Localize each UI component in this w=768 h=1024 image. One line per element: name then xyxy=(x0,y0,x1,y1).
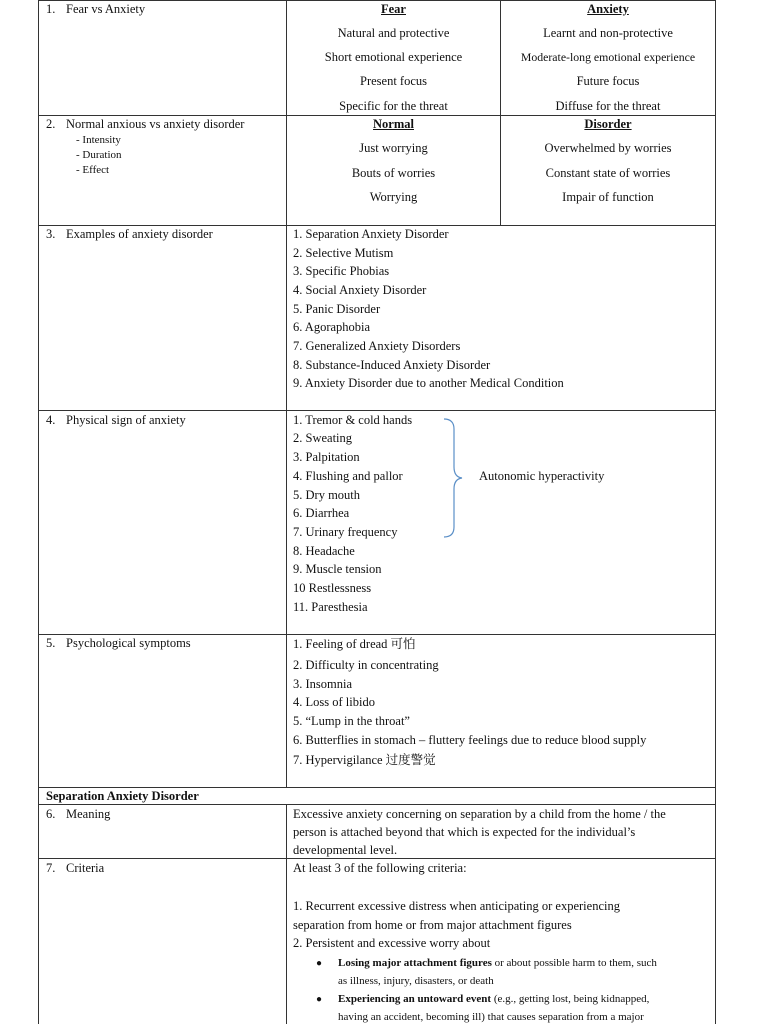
column-divider xyxy=(286,804,287,1024)
anxiety-cell: Diffuse for the threat xyxy=(555,99,661,113)
row-label: Normal anxious vs anxiety disorder xyxy=(66,117,245,131)
normal-header: Normal xyxy=(373,117,414,131)
list-item: 7. Hypervigilance 过度警觉 xyxy=(293,753,436,767)
fear-cell: Short emotional experience xyxy=(324,50,463,64)
row-label: Examples of anxiety disorder xyxy=(66,227,213,241)
criteria-line: 2. Persistent and excessive worry about xyxy=(293,936,491,950)
row-label: Meaning xyxy=(66,807,111,821)
list-item: 3. Specific Phobias xyxy=(293,264,390,278)
paragraph-line: person is attached beyond that which is expected for the individual’s xyxy=(293,825,636,839)
list-item: 2. Selective Mutism xyxy=(293,246,394,260)
row-number: 6. xyxy=(46,807,56,821)
list-item: 3. Insomnia xyxy=(293,677,353,691)
bullet-item xyxy=(338,992,649,1006)
row-label: Physical sign of anxiety xyxy=(66,413,186,427)
bullet-item xyxy=(338,956,657,970)
list-item: 9. Anxiety Disorder due to another Medical Condition xyxy=(293,376,564,390)
paragraph-line: developmental level. xyxy=(293,843,398,857)
list-item: 4. Flushing and pallor xyxy=(293,469,403,483)
anxiety-cell: Future focus xyxy=(576,74,640,88)
bullet-line: as illness, injury, disasters, or death xyxy=(338,975,494,987)
row-label: Psychological symptoms xyxy=(66,636,191,650)
bullet-bold-text: Experiencing an untoward event xyxy=(338,993,492,1005)
list-item: 1. Feeling of dread 可怕 xyxy=(293,637,416,651)
list-item: 6. Diarrhea xyxy=(293,506,350,520)
row-number: 3. xyxy=(46,227,56,241)
brace-label: Autonomic hyperactivity xyxy=(479,469,605,483)
list-item: 11. Paresthesia xyxy=(293,600,368,614)
row-number: 2. xyxy=(46,117,56,131)
row-number: 5. xyxy=(46,636,56,650)
bullet-bold-text: Losing major attachment figures xyxy=(338,957,492,969)
anxiety-cell: Learnt and non-protective xyxy=(543,26,673,40)
section-title: Separation Anxiety Disorder xyxy=(46,789,199,803)
list-item: 7. Generalized Anxiety Disorders xyxy=(293,339,461,353)
row-label: Fear vs Anxiety xyxy=(66,2,146,16)
disorder-cell: Constant state of worries xyxy=(545,166,671,180)
list-item: 7. Urinary frequency xyxy=(293,525,398,539)
criteria-line: separation from home or from major attachment figures xyxy=(293,918,572,932)
row-number: 7. xyxy=(46,861,56,875)
criteria-intro: At least 3 of the following criteria: xyxy=(293,861,467,875)
bullet-text: or about possible harm to them, such xyxy=(491,957,657,969)
curly-brace-icon xyxy=(440,417,470,539)
fear-header: Fear xyxy=(381,2,406,16)
fear-cell: Present focus xyxy=(360,74,427,88)
fear-cell: Specific for the threat xyxy=(339,99,448,113)
list-item: 5. Panic Disorder xyxy=(293,302,381,316)
list-item: 9. Muscle tension xyxy=(293,562,382,576)
list-item: 8. Headache xyxy=(293,544,355,558)
list-item: 5. “Lump in the throat” xyxy=(293,714,410,728)
anxiety-header: Anxiety xyxy=(587,2,629,16)
bullet-line: having an accident, becoming ill) that causes separation from a major xyxy=(338,1011,644,1023)
list-item: 10 Restlessness xyxy=(293,581,372,595)
list-item: 1. Tremor & cold hands xyxy=(293,413,413,427)
list-item: 1. Separation Anxiety Disorder xyxy=(293,227,449,241)
list-item: 2. Sweating xyxy=(293,431,353,445)
disorder-cell: Impair of function xyxy=(562,190,654,204)
table-border-left xyxy=(38,0,39,1024)
list-item: 3. Palpitation xyxy=(293,450,360,464)
normal-cell: Bouts of worries xyxy=(351,166,436,180)
bullet-icon: ● xyxy=(316,958,323,969)
normal-cell: Just worrying xyxy=(359,141,428,155)
disorder-cell: Overwhelmed by worries xyxy=(544,141,672,155)
sub-label: - Intensity xyxy=(76,134,121,146)
bullet-icon: ● xyxy=(316,994,323,1005)
list-item: 6. Butterflies in stomach – fluttery feelings due to reduce blood supply xyxy=(293,733,647,747)
table-border-right xyxy=(715,0,716,1024)
sub-label: - Duration xyxy=(76,149,122,161)
list-item: 8. Substance-Induced Anxiety Disorder xyxy=(293,358,491,372)
sub-label: - Effect xyxy=(76,164,110,176)
normal-cell: Worrying xyxy=(369,190,418,204)
paragraph-line: Excessive anxiety concerning on separation by a child from the home / the xyxy=(293,807,666,821)
row-number: 1. xyxy=(46,2,56,16)
list-item: 6. Agoraphobia xyxy=(293,320,371,334)
disorder-header: Disorder xyxy=(584,117,632,131)
bullet-text: (e.g., getting lost, being kidnapped, xyxy=(491,993,650,1005)
anxiety-cell: Moderate-long emotional experience xyxy=(520,50,696,64)
list-item: 5. Dry mouth xyxy=(293,488,361,502)
list-item: 2. Difficulty in concentrating xyxy=(293,658,439,672)
row-label: Criteria xyxy=(66,861,105,875)
list-item: 4. Social Anxiety Disorder xyxy=(293,283,427,297)
row-number: 4. xyxy=(46,413,56,427)
fear-cell: Natural and protective xyxy=(337,26,450,40)
list-item: 4. Loss of libido xyxy=(293,695,375,709)
criteria-line: 1. Recurrent excessive distress when anticipating or experiencing xyxy=(293,899,620,913)
